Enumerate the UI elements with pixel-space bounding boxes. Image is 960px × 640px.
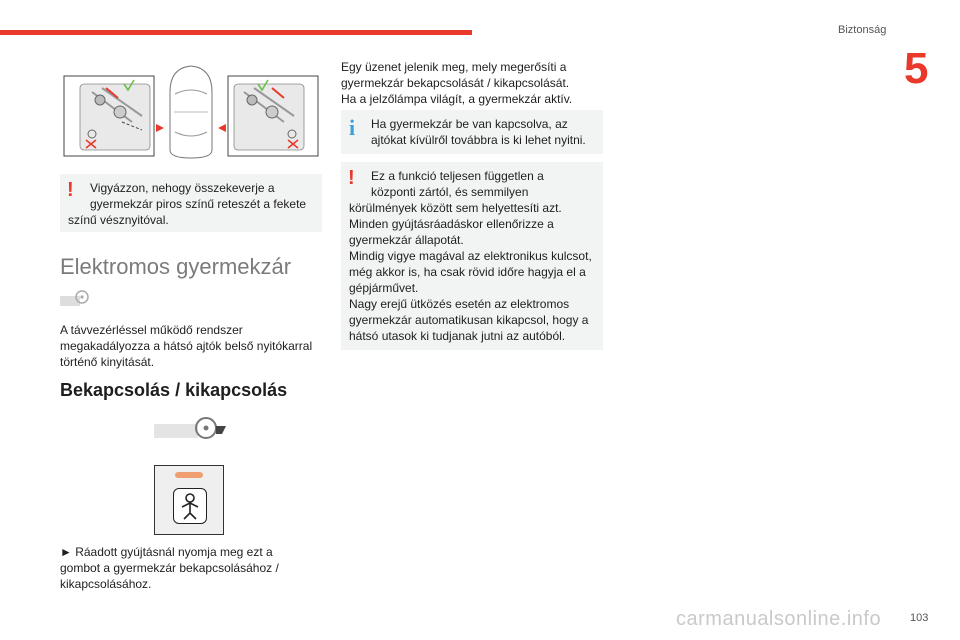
warning1-line1: Vigyázzon, nehogy összekeverje a: [90, 181, 275, 195]
warning2-line6: Mindig vigye magával az elektronikus kulcsot,: [349, 249, 592, 263]
watermark: carmanualsonline.info: [676, 608, 882, 630]
section-title: Biztonság: [838, 24, 887, 36]
confirm-paragraph: [341, 59, 603, 107]
heading-on-off: Bekapcsolás / kikapcsolás: [60, 380, 288, 400]
warning2-line2: központi zártól, és semmilyen: [371, 185, 529, 199]
intro-paragraph: [60, 322, 322, 370]
press-line2: gombot a gyermekzár bekapcsolásához /: [60, 561, 279, 575]
intro-line3: történő kinyitását.: [60, 355, 155, 369]
intro-line1: A távvezérléssel működő rendszer: [60, 323, 243, 337]
steering-wheel-icon-2: [154, 416, 230, 449]
press-line1: ► Ráadott gyújtásnál nyomja meg ezt a: [60, 545, 273, 559]
warning2-line3: körülmények között sem helyettesíti azt.: [349, 201, 562, 215]
child-lock-icon: [173, 488, 207, 524]
warning2-line8: gépjárművet.: [349, 281, 419, 295]
header-accent-bar: [0, 30, 472, 35]
indicator-light: [175, 472, 203, 478]
confirm-line2: gyermekzár bekapcsolását / kikapcsolását.: [341, 76, 570, 90]
confirm-line3: Ha a jelzőlámpa világít, a gyermekzár aktív.: [341, 92, 573, 106]
intro-line2: megakadályozza a hátsó ajtók belső nyitókarral: [60, 339, 313, 353]
press-paragraph: [60, 544, 322, 592]
info-icon: i: [349, 115, 356, 140]
steering-wheel-icon: [60, 290, 92, 313]
warning-box-color: [60, 174, 322, 232]
warning2-line11: hátsó utasok ki tudjanak jutni az autóból.: [349, 329, 566, 343]
warning2-line4: Minden gyújtásráadáskor ellenőrizze a: [349, 217, 554, 231]
page-number: 103: [910, 612, 929, 624]
warning-box-function: [341, 162, 603, 350]
warning2-line10: gyermekzár automatikusan kikapcsol, hogy a: [349, 313, 589, 327]
warning-exclamation-icon-2: !: [348, 167, 355, 189]
info-line2: ajtókat kívülről továbbra is ki lehet nyitni.: [371, 133, 586, 147]
warning-exclamation-icon: !: [67, 179, 74, 201]
child-lock-diagram: [62, 62, 320, 162]
confirm-line1: Egy üzenet jelenik meg, mely megerősíti a: [341, 60, 567, 74]
warning1-line3: színű vésznyitóval.: [68, 213, 169, 227]
info-line1: Ha gyermekzár be van kapcsolva, az: [371, 117, 568, 131]
chapter-number: 5: [904, 44, 929, 93]
press-line3: kikapcsolásához.: [60, 577, 152, 591]
warning2-line7: még akkor is, ha csak rövid időre hagyja el a: [349, 265, 586, 279]
child-lock-button[interactable]: [154, 465, 224, 535]
warning2-line9: Nagy erejű ütközés esetén az elektromos: [349, 297, 570, 311]
warning2-line1: Ez a funkció teljesen független a: [371, 169, 544, 183]
heading-electric-child-lock: Elektromos gyermekzár: [60, 254, 292, 279]
warning2-line5: gyermekzár állapotát.: [349, 233, 464, 247]
warning1-line2: gyermekzár piros színű reteszét a fekete: [90, 197, 307, 211]
info-box: [341, 110, 603, 154]
